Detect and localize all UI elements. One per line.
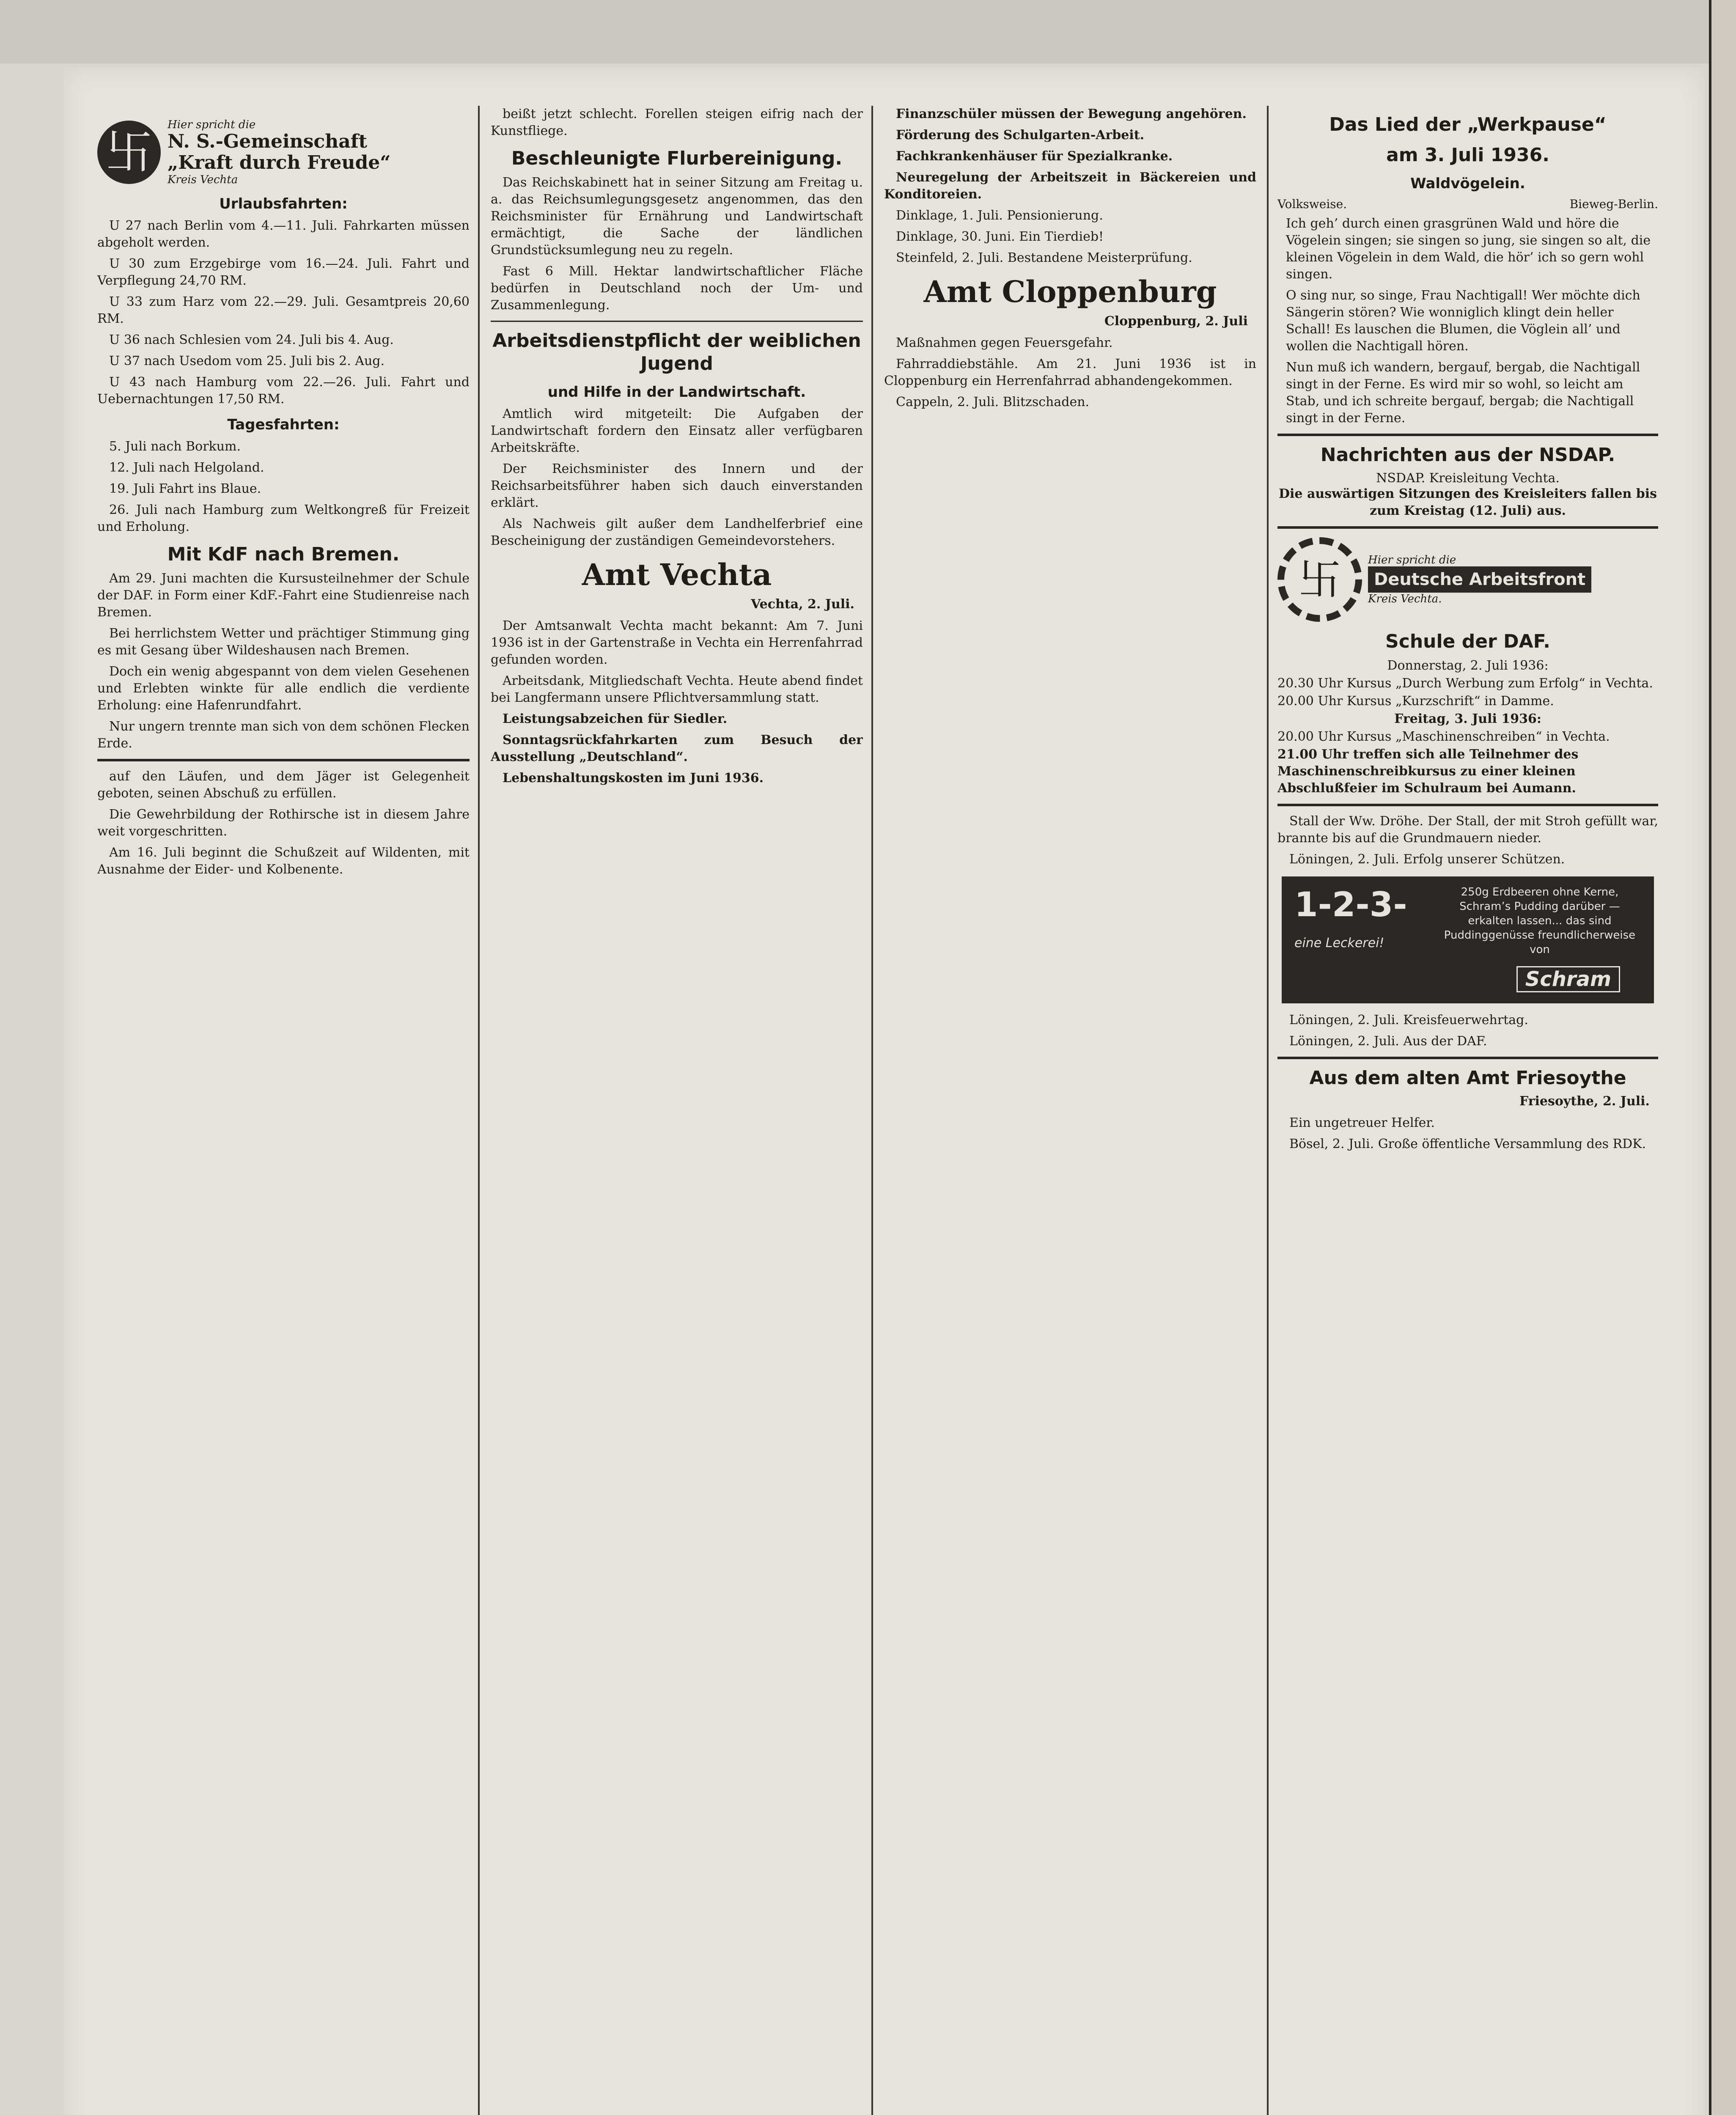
schram-pudding-advertisement xyxy=(1282,876,1654,1003)
dateline: Cloppenburg, 2. Juli xyxy=(1104,314,1248,329)
article-paragraph: Amtlich wird mitgeteilt: Die Aufgaben der Landwirtschaft fordern den Einsatz aller verfügbaren Arbeitskräfte. xyxy=(491,407,863,455)
schedule-date: Freitag, 3. Juli 1936: xyxy=(1394,711,1541,726)
schedule-line: 20.00 Uhr Kursus „Kurzschrift“ in Damme. xyxy=(1277,694,1554,709)
article-paragraph: U 36 nach Schlesien vom 24. Juli bis 4. Aug. xyxy=(109,332,394,347)
article-paragraph: Bösel, 2. Juli. Große öffentliche Versammlung des RDK. xyxy=(1289,1137,1646,1151)
article-paragraph: Arbeitsdank, Mitgliedschaft Vechta. Heute abend findet bei Langfermann unsere Pflichtversammlung statt. xyxy=(491,673,863,705)
article-paragraph: Dinklage, 1. Juli. Pensionierung. xyxy=(896,208,1103,223)
article-paragraph: Neuregelung der Arbeitszeit in Bäckereien und Konditoreien. xyxy=(884,170,1256,202)
poem-stanza: Nun muß ich wandern, bergauf, bergab, die Nachtigall singt in der Ferne. Es wird mir so wohl, so leicht am Stab, und ich schreite bergauf, bergab; die Nachtigall singt in der Ferne. xyxy=(1286,360,1640,426)
ad-copy: 250g Erdbeeren ohne Kerne, Schram’s Pudding darüber — erkalten lassen... das sind Puddinggenüsse freundlicherweise von xyxy=(1444,886,1636,956)
poem-stanza: Ich geh’ durch einen grasgrünen Wald und höre die Vögelein singen; sie singen so jung, sie singen so alt, die kleinen Vögelein in dem Wald, die hör’ ich so gern wohl singen. xyxy=(1286,216,1651,282)
friesoythe-heading: Aus dem alten Amt Friesoythe xyxy=(1309,1067,1626,1089)
tages-heading: Tagesfahrten: xyxy=(227,416,340,433)
amt-vechta-heading: Amt Vechta xyxy=(582,557,772,592)
daf-intro: Hier spricht die xyxy=(1368,554,1456,566)
bremen-heading: Mit KdF nach Bremen. xyxy=(167,544,400,565)
arbeit-heading: Arbeitsdienstpflicht der weiblichen Jugend xyxy=(492,330,861,374)
article-paragraph: 19. Juli Fahrt ins Blaue. xyxy=(109,481,261,496)
nsdap-subheading: NSDAP. Kreisleitung Vechta. xyxy=(1376,471,1560,486)
lied-date: am 3. Juli 1936. xyxy=(1386,144,1549,166)
column-rule xyxy=(478,106,480,2115)
article-paragraph: Ein ungetreuer Helfer. xyxy=(1289,1115,1435,1130)
article-paragraph: beißt jetzt schlecht. Forellen steigen eifrig nach der Kunstfliege. xyxy=(491,107,863,138)
ad-numbers: 1-2-3- xyxy=(1294,885,1407,924)
schedule-line: 21.00 Uhr treffen sich alle Teilnehmer des Maschinenschreibkursus zu einer kleinen Abschlußfeier im Schulraum bei Aumann. xyxy=(1277,747,1579,796)
kdf-intro: Hier spricht die xyxy=(168,118,256,131)
article-paragraph: Löningen, 2. Juli. Aus der DAF. xyxy=(1289,1034,1487,1049)
arbeit-subheading: und Hilfe in der Landwirtschaft. xyxy=(547,384,806,401)
scan-top-margin xyxy=(0,0,1736,63)
kdf-subtitle: „Kraft durch Freude“ xyxy=(168,152,391,173)
flur-heading: Beschleunigte Flurbereinigung. xyxy=(511,148,843,169)
daf-kreis: Kreis Vechta. xyxy=(1368,593,1442,605)
lied-tune-label: Volksweise. xyxy=(1277,197,1347,211)
dateline: Friesoythe, 2. Juli. xyxy=(1519,1094,1650,1109)
kdf-header xyxy=(97,118,470,186)
article-paragraph: Nur ungern trennte man sich von dem schönen Flecken Erde. xyxy=(97,719,470,751)
kdf-title: N. S.-Gemeinschaft xyxy=(168,131,367,152)
column-rule xyxy=(871,106,873,2115)
article-paragraph: Steinfeld, 2. Juli. Bestandene Meisterprüfung. xyxy=(896,250,1192,265)
column-rule xyxy=(1267,106,1269,2115)
urlaub-heading: Urlaubsfahrten: xyxy=(219,195,348,212)
article-paragraph: Fast 6 Mill. Hektar landwirtschaftlicher Fläche bedürfen in Deutschland noch der Um- und Zusammenlegung. xyxy=(491,264,863,313)
article-paragraph: Lebenshaltungskosten im Juni 1936. xyxy=(503,771,764,786)
article-paragraph: Der Reichsminister des Innern und der Reichsarbeitsführer haben sich dauch einverstanden erklärt. xyxy=(491,461,863,510)
nsdap-heading: Nachrichten aus der NSDAP. xyxy=(1320,444,1615,466)
article-paragraph: Stall der Ww. Dröhe. Der Stall, der mit Stroh gefüllt war, brannte bis auf die Grundmauern nieder. xyxy=(1277,814,1658,846)
article-paragraph: Fahrraddiebstähle. Am 21. Juni 1936 ist in Cloppenburg ein Herrenfahrrad abhandengekommen. xyxy=(884,357,1256,388)
article-paragraph: U 30 zum Erzgebirge vom 16.—24. Juli. Fahrt und Verpflegung 24,70 RM. xyxy=(97,256,470,288)
article-paragraph: Am 29. Juni machten die Kursusteilnehmer der Schule der DAF. in Form einer KdF.-Fahrt eine Studienreise nach Bremen. xyxy=(97,571,470,620)
schule-schedule xyxy=(1277,657,1658,797)
daf-cog-emblem-icon xyxy=(1277,537,1362,622)
article-paragraph: auf den Läufen, und dem Jäger ist Gelegenheit geboten, seinen Abschuß zu erfüllen. xyxy=(97,769,470,801)
schedule-line: 20.00 Uhr Kursus „Maschinenschreiben“ in Vechta. xyxy=(1277,729,1610,744)
article-paragraph: Förderung des Schulgarten-Arbeit. xyxy=(896,128,1145,143)
article-paragraph: Leistungsabzeichen für Siedler. xyxy=(503,711,728,726)
article-paragraph: Löningen, 2. Juli. Erfolg unserer Schützen. xyxy=(1289,852,1565,867)
article-paragraph: Die Gewehrbildung der Rothirsche ist in diesem Jahre weit vorgeschritten. xyxy=(97,807,470,839)
scan-edge xyxy=(1709,0,1736,2115)
article-paragraph: U 33 zum Harz vom 22.—29. Juli. Gesamtpreis 20,60 RM. xyxy=(97,294,470,326)
article-paragraph: Finanzschüler müssen der Bewegung angehören. xyxy=(896,107,1247,121)
lied-source-label: Bieweg-Berlin. xyxy=(1569,197,1658,211)
column-3 xyxy=(884,106,1256,2115)
article-paragraph: 5. Juli nach Borkum. xyxy=(109,439,241,454)
article-paragraph: Als Nachweis gilt außer dem Landhelferbrief eine Bescheinigung der zuständigen Gemeindevorstehers. xyxy=(491,516,863,548)
article-paragraph: Die auswärtigen Sitzungen des Kreisleiters fallen bis zum Kreistag (12. Juli) aus. xyxy=(1279,486,1657,518)
article-paragraph: Am 16. Juli beginnt die Schußzeit auf Wildenten, mit Ausnahme der Eider- und Kolbenente. xyxy=(97,845,470,877)
article-paragraph: U 37 nach Usedom vom 25. Juli bis 2. Aug. xyxy=(109,354,385,368)
section-divider xyxy=(491,321,863,322)
column-4 xyxy=(1277,106,1658,2115)
article-paragraph: Dinklage, 30. Juni. Ein Tierdieb! xyxy=(896,229,1104,244)
article-paragraph: Der Amtsanwalt Vechta macht bekannt: Am 7. Juni 1936 ist in der Gartenstraße in Vechta ein Herrenfahrrad gefunden worden. xyxy=(491,618,863,667)
article-paragraph: U 43 nach Hamburg vom 22.—26. Juli. Fahrt und Uebernachtungen 17,50 RM. xyxy=(97,375,470,407)
schedule-date: Donnerstag, 2. Juli 1936: xyxy=(1387,658,1549,673)
section-divider xyxy=(97,759,470,761)
section-divider xyxy=(1277,804,1658,806)
daf-header xyxy=(1277,537,1658,622)
lied-heading: Das Lied der „Werkpause“ xyxy=(1329,114,1607,135)
daf-title: Deutsche Arbeitsfront xyxy=(1368,566,1591,593)
amt-cloppenburg-heading: Amt Cloppenburg xyxy=(923,274,1217,309)
lied-subtitle: Waldvögelein. xyxy=(1410,175,1525,192)
section-divider xyxy=(1277,434,1658,436)
kdf-emblem-icon xyxy=(97,121,161,184)
article-paragraph: Doch ein wenig abgespannt von dem vielen Gesehenen und Erlebten winkte für alle endlich die verdiente Erholung: eine Hafenrundfahrt. xyxy=(97,664,470,713)
dateline: Vechta, 2. Juli. xyxy=(751,597,854,612)
article-paragraph: Maßnahmen gegen Feuersgefahr. xyxy=(896,335,1113,350)
article-paragraph: Fachkrankenhäuser für Spezialkranke. xyxy=(896,149,1173,164)
schedule-line: 20.30 Uhr Kursus „Durch Werbung zum Erfolg“ in Vechta. xyxy=(1277,676,1653,691)
article-paragraph: Löningen, 2. Juli. Kreisfeuerwehrtag. xyxy=(1289,1013,1528,1027)
section-divider xyxy=(1277,526,1658,529)
article-paragraph: U 27 nach Berlin vom 4.—11. Juli. Fahrkarten müssen abgeholt werden. xyxy=(97,218,470,250)
poem-stanza: O sing nur, so singe, Frau Nachtigall! Wer möchte dich Sängerin stören? Wie wonniglich klingt dein heller Schall! Es lauschen die Blumen, die Vöglein all’ und wollen die Nachtigall hören. xyxy=(1286,288,1640,354)
article-paragraph: 12. Juli nach Helgoland. xyxy=(109,460,264,475)
article-paragraph: Bei herrlichstem Wetter und prächtiger Stimmung ging es mit Gesang über Wildeshausen nach Bremen. xyxy=(97,626,470,658)
section-divider xyxy=(1277,1057,1658,1059)
ad-tagline: eine Leckerei! xyxy=(1294,936,1384,950)
column-2 xyxy=(491,106,863,2115)
kdf-kreis: Kreis Vechta xyxy=(168,173,238,186)
ad-brand-logo: Schram xyxy=(1516,966,1620,992)
article-paragraph: 26. Juli nach Hamburg zum Weltkongreß für Freizeit und Erholung. xyxy=(97,503,470,534)
column-1 xyxy=(97,106,470,2115)
article-paragraph: Das Reichskabinett hat in seiner Sitzung am Freitag u. a. das Reichsumlegungsgesetz angenommen, das den Reichsminister für Ernährung und Landwirtschaft ermächtigt, die Sache der ländlichen Grundstücksumlegung neu zu regeln. xyxy=(491,175,863,258)
article-paragraph: Sonntagsrückfahrkarten zum Besuch der Ausstellung „Deutschland“. xyxy=(491,733,863,764)
schule-heading: Schule der DAF. xyxy=(1385,631,1550,652)
article-paragraph: Cappeln, 2. Juli. Blitzschaden. xyxy=(896,395,1090,409)
